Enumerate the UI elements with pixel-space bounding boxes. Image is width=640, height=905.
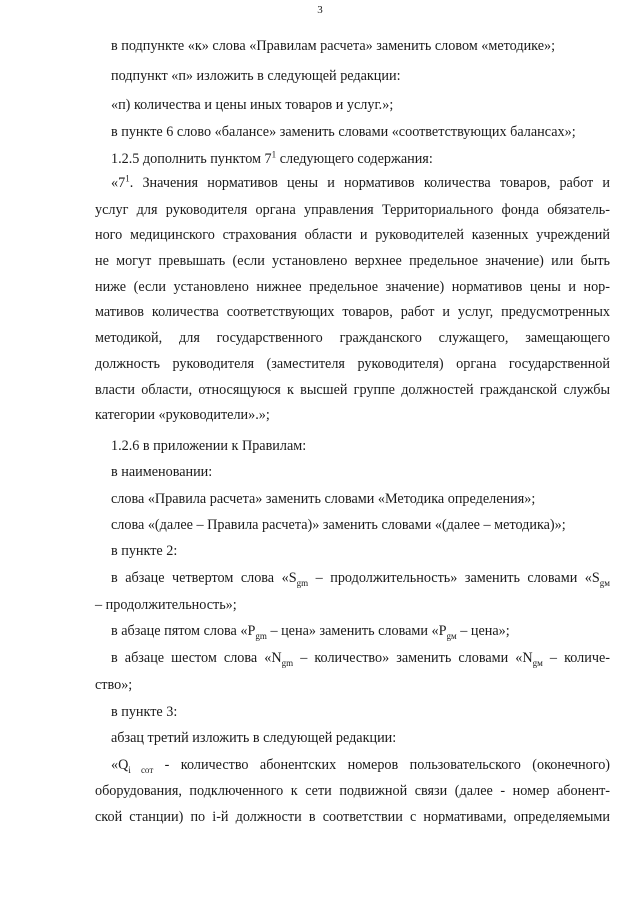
- text-line: ской станции) по i-й должности в соответствии с нормативами, определяемыми: [95, 809, 610, 825]
- text-line: категории «руководители».»;: [95, 407, 270, 423]
- text-line: не могут превышать (если установлено верхнее предельное значение) или быть: [95, 253, 610, 269]
- text-line: должность руководителя (заместителя руководителя) органа государственной: [95, 356, 610, 372]
- text-line: в абзаце шестом слова «$N_{gm}$ – количество» заменить словами «$N_{gм}$ – количе-: [111, 650, 610, 668]
- text-line: – продолжительность»;: [95, 597, 237, 613]
- text-line: в пункте 6 слово «балансе» заменить словами «соответствующих балансах»;: [111, 124, 576, 140]
- text-line: абзац третий изложить в следующей редакции:: [111, 730, 397, 746]
- text-line: оборудования, подключенного к сети подвижной связи (далее - номер абонент-: [95, 783, 610, 799]
- text-line: ного медицинского страхования области и руководителей казенных учреждений: [95, 227, 610, 243]
- text-line: в абзаце пятом слова «$P_{gm}$ – цена» заменить словами «$P_{gм}$ – цена»;: [111, 623, 510, 641]
- text-line: «$7^1$. Значения нормативов цены и нормативов количества товаров, работ и: [111, 173, 610, 191]
- text-line: услуг для руководителя органа управления Территориального фонда обязатель-: [95, 202, 610, 218]
- text-line: в пункте 3:: [111, 704, 178, 720]
- text-line: в подпункте «к» слова «Правилам расчета» заменить словом «методике»;: [111, 38, 556, 54]
- page-number: 3: [317, 4, 323, 16]
- text-line: методикой, для государственного гражданского служащего, замещающего: [95, 330, 610, 346]
- text-line: ниже (если установлено нижнее предельное значение) нормативов цены и нор-: [95, 279, 610, 295]
- text-line: мативов количества соответствующих товаров, работ и услуг, предусмотренных: [95, 304, 610, 320]
- text-line: слова «(далее – Правила расчета)» заменить словами «(далее – методика)»;: [111, 517, 566, 533]
- text-line: ство»;: [95, 677, 133, 693]
- text-line: 1.2.5 дополнить пунктом $7^1$ следующего содержания:: [111, 149, 433, 167]
- text-line: 1.2.6 в приложении к Правилам:: [111, 438, 307, 454]
- text-line: власти области, относящуюся к высшей группе должностей гражданской службы: [95, 382, 610, 398]
- text-line: слова «Правила расчета» заменить словами «Методика определения»;: [111, 491, 536, 507]
- text-line: подпункт «п» изложить в следующей редакции:: [111, 68, 401, 84]
- text-line: в абзаце четвертом слова «$S_{gm}$ – продолжительность» заменить словами «$S_{gм}$: [111, 570, 610, 588]
- text-line: в пункте 2:: [111, 543, 178, 559]
- text-line: в наименовании:: [111, 464, 213, 480]
- text-line: «$Q_{i сот}$ - количество абонентских номеров пользовательского (оконечного): [111, 757, 611, 775]
- text-line: «п) количества и цены иных товаров и услуг.»;: [111, 97, 394, 113]
